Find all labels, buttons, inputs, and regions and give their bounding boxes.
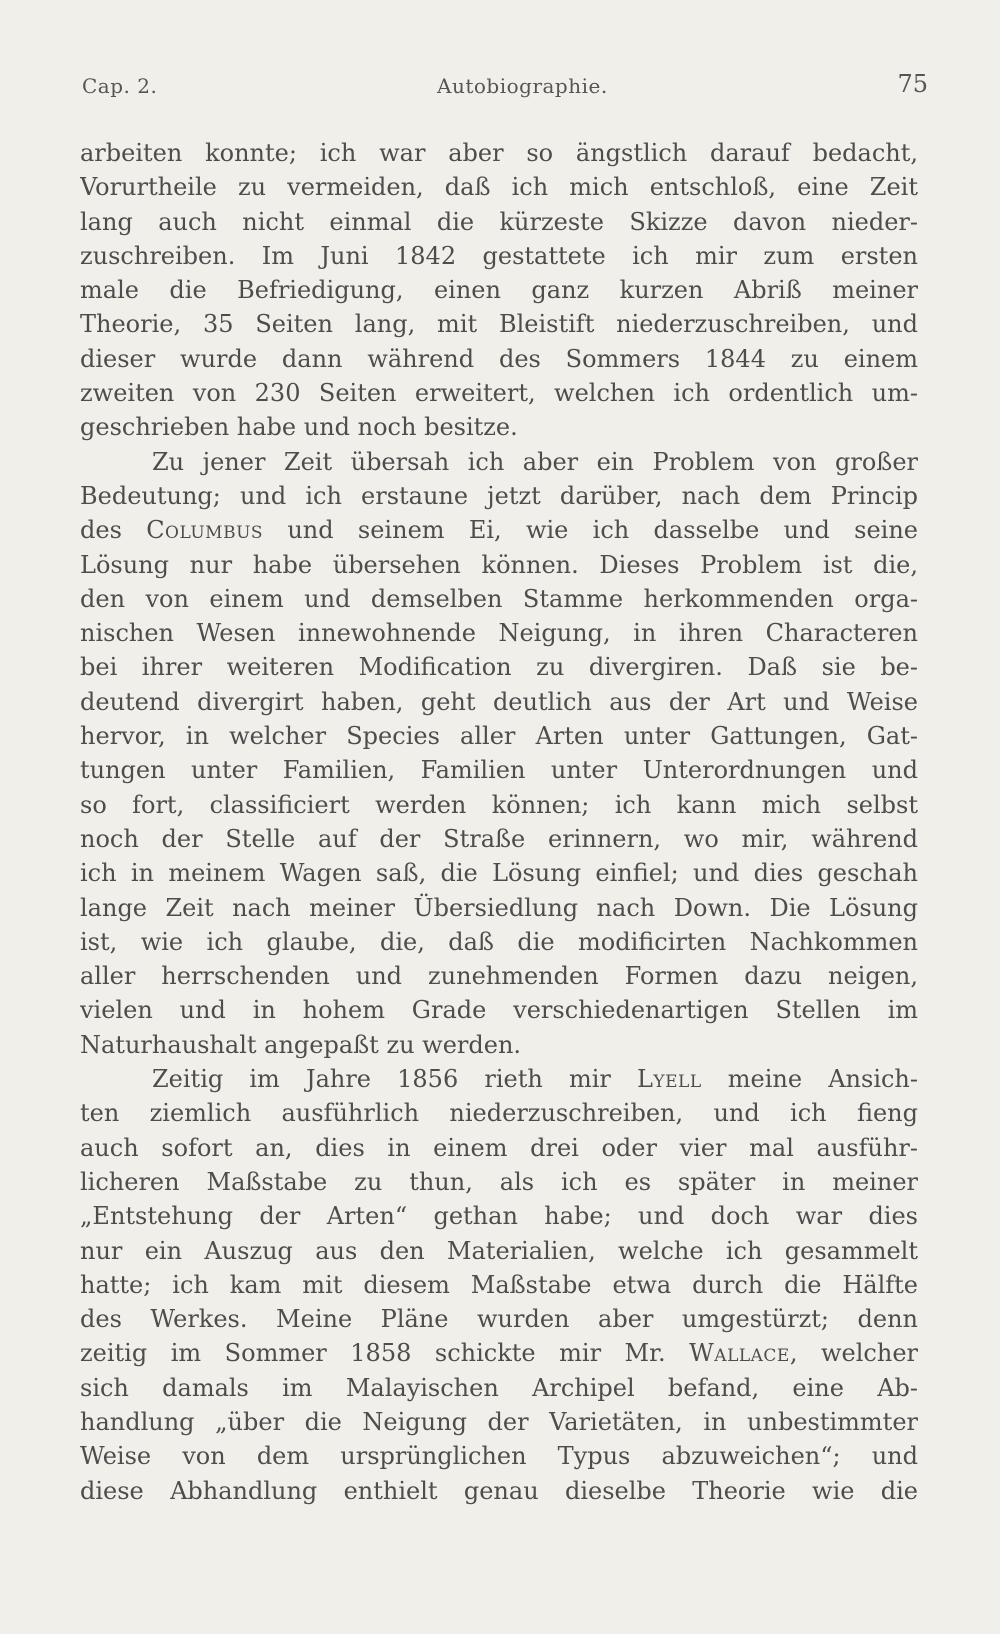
text-line: dieser wurde dann während des Sommers 1844 zu einem: [80, 344, 918, 373]
text-line: nischen Wesen innewohnende Neigung, in ihren Characteren: [80, 619, 918, 648]
text-line: „Entstehung der Arten“ gethan habe; und doch war dies: [80, 1202, 918, 1231]
running-header: [82, 70, 928, 104]
text-line: vielen und in hohem Grade verschiedenartigen Stellen im: [80, 996, 918, 1025]
text-line: nur ein Auszug aus den Materialien, welche ich gesammelt: [80, 1236, 918, 1265]
text-line: des Werkes. Meine Pläne wurden aber umgestürzt; denn: [80, 1305, 918, 1334]
text-line: Zu jener Zeit übersah ich aber ein Problem von großer: [152, 447, 918, 476]
text-line: zuschreiben. Im Juni 1842 gestattete ich mir zum ersten: [80, 241, 918, 270]
text-line: ten ziemlich ausführlich niederzuschreiben, und ich fieng: [80, 1099, 918, 1128]
person-name-smallcaps: Lyell: [636, 1065, 702, 1094]
page-number: 75: [897, 70, 928, 98]
text-line: auch sofort an, dies in einem drei oder vier mal ausführ-: [80, 1133, 918, 1162]
text-segment: des: [80, 516, 147, 545]
text-line: bei ihrer weiteren Modification zu divergiren. Daß sie be-: [80, 653, 918, 682]
text-line: ich in meinem Wagen saß, die Lösung einfiel; und dies geschah: [80, 859, 918, 888]
person-name-smallcaps: Wallace: [689, 1339, 790, 1368]
text-segment: meine Ansich-: [701, 1065, 918, 1094]
text-line: Weise von dem ursprünglichen Typus abzuweichen“; und: [80, 1442, 918, 1471]
text-line: hatte; ich kam mit diesem Maßstabe etwa durch die Hälfte: [80, 1270, 918, 1299]
text-line: lange Zeit nach meiner Übersiedlung nach Down. Die Lösung: [80, 893, 918, 922]
text-line: geschrieben habe und noch besitze.: [80, 413, 518, 442]
text-segment: und seinem Ei, wie ich dasselbe und seine: [263, 516, 918, 545]
text-line: den von einem und demselben Stamme herkommenden orga-: [80, 584, 918, 613]
text-segment: zeitig im Sommer 1858 schickte mir Mr.: [80, 1339, 690, 1368]
text-line: [80, 513, 918, 547]
text-line: Bedeutung; und ich erstaune jetzt darüber, nach dem Princip: [80, 481, 918, 510]
text-line: handlung „über die Neigung der Varietäten, in unbestimmter: [80, 1407, 918, 1436]
text-segment: Zeitig im Jahre 1856 rieth mir: [152, 1065, 637, 1094]
text-line: licheren Maßstabe zu thun, als ich es später in meiner: [80, 1167, 918, 1196]
text-segment: , welcher: [789, 1339, 918, 1368]
text-line: hervor, in welcher Species aller Arten unter Gattungen, Gat-: [80, 722, 918, 751]
chapter-label: Cap. 2.: [82, 74, 158, 98]
person-name-smallcaps: Columbus: [146, 516, 264, 545]
text-line: sich damals im Malayischen Archipel befand, eine Ab-: [80, 1373, 918, 1402]
text-line: zweiten von 230 Seiten erweitert, welchen ich ordentlich um-: [80, 379, 918, 408]
text-line: lang auch nicht einmal die kürzeste Skizze davon nieder-: [80, 207, 918, 236]
running-title: Autobiographie.: [437, 74, 608, 98]
text-line: diese Abhandlung enthielt genau dieselbe Theorie wie die: [80, 1476, 918, 1505]
text-line: Vorurtheile zu vermeiden, daß ich mich entschloß, eine Zeit: [80, 173, 918, 202]
text-line: Theorie, 35 Seiten lang, mit Bleistift niederzuschreiben, und: [80, 310, 918, 339]
text-line: male die Befriedigung, einen ganz kurzen Abriß meiner: [80, 276, 918, 305]
text-line: [80, 1336, 918, 1370]
text-line: aller herrschenden und zunehmenden Formen dazu neigen,: [80, 962, 918, 991]
text-line: [80, 1062, 918, 1096]
page-body-text: [80, 136, 918, 1508]
text-line: so fort, classificiert werden können; ich kann mich selbst: [80, 790, 918, 819]
text-line: Lösung nur habe übersehen können. Dieses Problem ist die,: [80, 550, 918, 579]
text-line: ist, wie ich glaube, die, daß die modificirten Nachkommen: [80, 927, 918, 956]
text-line: arbeiten konnte; ich war aber so ängstlich darauf bedacht,: [80, 139, 918, 167]
text-line: tungen unter Familien, Familien unter Unterordnungen und: [80, 756, 918, 785]
text-line: Naturhaushalt angepaßt zu werden.: [80, 1030, 522, 1059]
text-line: deutend divergirt haben, geht deutlich aus der Art und Weise: [80, 687, 918, 716]
text-line: noch der Stelle auf der Straße erinnern, wo mir, während: [80, 824, 918, 853]
